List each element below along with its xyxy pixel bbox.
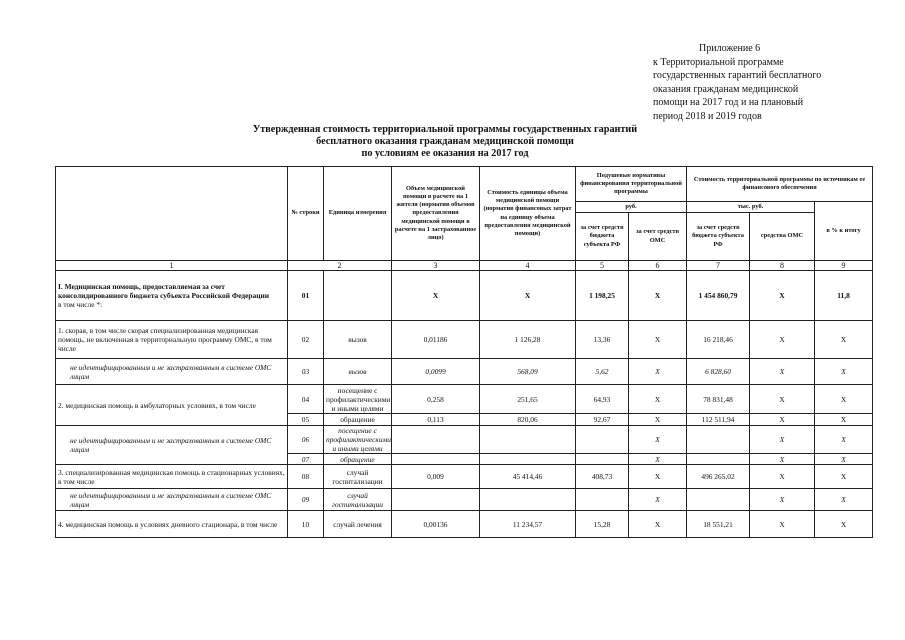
row-name: не идентифицированным и не застрахованным в системе ОМС лицам [56, 426, 288, 465]
appendix-line: к Территориальной программе [653, 56, 784, 68]
table-row [56, 511, 873, 538]
header-percent: в % к итогу [815, 202, 873, 261]
row-pc-budget [576, 489, 629, 511]
row-pc-oms: Х [629, 271, 687, 321]
row-volume [392, 426, 480, 454]
row-pc-oms: Х [629, 414, 687, 426]
row-name: не идентифицированным и не застрахованным в системе ОМС лицам [56, 359, 288, 385]
row-cost: Х [480, 271, 576, 321]
row-total-budget [687, 489, 750, 511]
table-row [56, 359, 873, 385]
row-total-oms: Х [750, 426, 815, 454]
row-percent: Х [815, 465, 873, 489]
row-volume: 0,258 [392, 385, 480, 414]
header-unit-cost: Стоимость единицы объема медицинской помощи (норматив финансовых затрат на единицу объема предоставления медицинской помощи) [480, 167, 576, 261]
row-no: 10 [288, 511, 324, 538]
row-total-budget: 6 828,60 [687, 359, 750, 385]
col-number: 5 [576, 261, 629, 271]
row-name-text: I. Медицинская помощь, предоставляемая за счет консолидированного бюджета субъекта Российской Федерации [58, 282, 269, 300]
row-cost: 820,06 [480, 414, 576, 426]
table-row [56, 489, 873, 511]
row-total-oms: Х [750, 359, 815, 385]
appendix-block [653, 42, 893, 123]
row-total-oms: Х [750, 271, 815, 321]
row-pc-budget: 5,62 [576, 359, 629, 385]
row-name [56, 271, 288, 321]
row-total-oms: Х [750, 489, 815, 511]
row-no: 04 [288, 385, 324, 414]
row-unit: вызов [324, 359, 392, 385]
row-total-budget: 78 831,48 [687, 385, 750, 414]
row-total-budget [687, 454, 750, 465]
row-cost: 568,09 [480, 359, 576, 385]
header-thousand-rub: тыс. руб. [687, 202, 815, 213]
header-per-capita: Подушевые нормативы финансирования территориальной программы [576, 167, 687, 202]
col-number: 8 [750, 261, 815, 271]
row-percent: Х [815, 321, 873, 359]
row-total-budget: 1 454 860,79 [687, 271, 750, 321]
row-cost: 1 126,28 [480, 321, 576, 359]
row-pc-budget [576, 454, 629, 465]
row-unit: случай госпитализации [324, 489, 392, 511]
row-cost: 251,65 [480, 385, 576, 414]
row-percent: Х [815, 511, 873, 538]
row-no: 07 [288, 454, 324, 465]
col-number: 2 [288, 261, 392, 271]
table-row [56, 271, 873, 321]
table-row [56, 426, 873, 454]
row-pc-oms: Х [629, 359, 687, 385]
row-percent: Х [815, 385, 873, 414]
heading-line: бесплатного оказания гражданам медицинской помощи [316, 136, 574, 147]
row-total-budget: 16 218,46 [687, 321, 750, 359]
header-budget: за счет средств бюджета субъекта РФ [576, 213, 629, 261]
row-pc-budget [576, 426, 629, 454]
row-no: 03 [288, 359, 324, 385]
row-pc-oms: Х [629, 385, 687, 414]
col-number: 9 [815, 261, 873, 271]
row-total-budget: 18 551,21 [687, 511, 750, 538]
document-heading [160, 124, 730, 160]
row-total-oms: Х [750, 385, 815, 414]
header-row-no: № строки [288, 167, 324, 261]
row-percent: Х [815, 454, 873, 465]
row-cost: 45 414,46 [480, 465, 576, 489]
row-volume: Х [392, 271, 480, 321]
row-pc-oms: Х [629, 321, 687, 359]
row-name: 3. специализированная медицинская помощь в стационарных условиях, в том числе [56, 465, 288, 489]
cost-table [55, 166, 873, 538]
row-unit [324, 271, 392, 321]
row-total-oms: Х [750, 454, 815, 465]
header-volume: Объем медицинской помощи в расчете на 1 жителя (норматив объемов предоставления медицинской помощи в расчете на 1 застрахованное лицо) [392, 167, 480, 261]
row-total-oms: Х [750, 321, 815, 359]
row-volume: 0,00136 [392, 511, 480, 538]
row-no: 09 [288, 489, 324, 511]
row-name: 2. медицинская помощь в амбулаторных условиях, в том числе [56, 385, 288, 426]
row-total-budget: 112 511,94 [687, 414, 750, 426]
row-pc-budget: 64,93 [576, 385, 629, 414]
row-percent: Х [815, 359, 873, 385]
row-volume: 0,01186 [392, 321, 480, 359]
header-name [56, 167, 288, 261]
header-unit: Единица измерения [324, 167, 392, 261]
row-cost [480, 489, 576, 511]
appendix-line: период 2018 и 2019 годов [653, 110, 762, 122]
row-no: 06 [288, 426, 324, 454]
table-row [56, 465, 873, 489]
appendix-line: государственных гарантий бесплатного [653, 70, 822, 81]
table-row [56, 385, 873, 414]
row-unit: обращение [324, 414, 392, 426]
row-pc-budget: 1 198,25 [576, 271, 629, 321]
appendix-line: помощи на 2017 год и на плановый [653, 97, 804, 108]
col-number: 6 [629, 261, 687, 271]
row-total-budget [687, 426, 750, 454]
row-percent: Х [815, 489, 873, 511]
row-cost [480, 426, 576, 454]
row-volume: 0,0099 [392, 359, 480, 385]
row-volume [392, 454, 480, 465]
row-name: не идентифицированным и не застрахованным в системе ОМС лицам [56, 489, 288, 511]
header-rub: руб. [576, 202, 687, 213]
col-number: 4 [480, 261, 576, 271]
row-pc-oms: Х [629, 511, 687, 538]
row-total-oms: Х [750, 414, 815, 426]
row-total-oms: Х [750, 465, 815, 489]
row-unit: вызов [324, 321, 392, 359]
row-subname: в том числе *: [58, 300, 103, 309]
row-percent: 11,8 [815, 271, 873, 321]
row-pc-budget: 13,36 [576, 321, 629, 359]
row-total-oms: Х [750, 511, 815, 538]
row-name: 4. медицинская помощь в условиях дневного стационара, в том числе [56, 511, 288, 538]
row-percent: Х [815, 414, 873, 426]
col-number: 7 [687, 261, 750, 271]
heading-line: Утвержденная стоимость территориальной программы государственных гарантий [252, 124, 638, 135]
row-total-budget: 496 265,02 [687, 465, 750, 489]
header-budget-total: за счет средств бюджета субъекта РФ [687, 213, 750, 261]
header-oms: за счет средств ОМС [629, 213, 687, 261]
header-oms-total: средства ОМС [750, 213, 815, 261]
row-no: 01 [288, 271, 324, 321]
row-no: 08 [288, 465, 324, 489]
row-cost [480, 454, 576, 465]
row-cost: 11 234,57 [480, 511, 576, 538]
row-no: 02 [288, 321, 324, 359]
appendix-title: Приложение 6 [699, 43, 761, 54]
heading-line: по условиям ее оказания на 2017 год [361, 148, 529, 159]
row-no: 05 [288, 414, 324, 426]
row-volume: 0,113 [392, 414, 480, 426]
row-volume: 0,009 [392, 465, 480, 489]
row-pc-oms: Х [629, 454, 687, 465]
row-unit: посещение с профилактическими и иными целями [324, 426, 392, 454]
header-total-cost: Стоимость территориальной программы по источникам ее финансового обеспечения [687, 167, 873, 202]
row-pc-oms: Х [629, 489, 687, 511]
col-number: 3 [392, 261, 480, 271]
row-unit: случай госпитализации [324, 465, 392, 489]
row-pc-budget: 408,73 [576, 465, 629, 489]
row-name: 1. скорая, в том числе скорая специализированная медицинская помощь, не включенная в территориальную программу ОМС, в том числе [56, 321, 288, 359]
row-pc-oms: Х [629, 465, 687, 489]
row-volume [392, 489, 480, 511]
row-unit: обращение [324, 454, 392, 465]
row-percent: Х [815, 426, 873, 454]
row-unit: случай лечения [324, 511, 392, 538]
table-row [56, 321, 873, 359]
row-unit: посещение с профилактическими и иными целями [324, 385, 392, 414]
row-pc-budget: 92,67 [576, 414, 629, 426]
row-pc-oms: Х [629, 426, 687, 454]
col-number: 1 [56, 261, 288, 271]
appendix-line: оказания гражданам медицинской [653, 83, 799, 95]
row-pc-budget: 15,28 [576, 511, 629, 538]
